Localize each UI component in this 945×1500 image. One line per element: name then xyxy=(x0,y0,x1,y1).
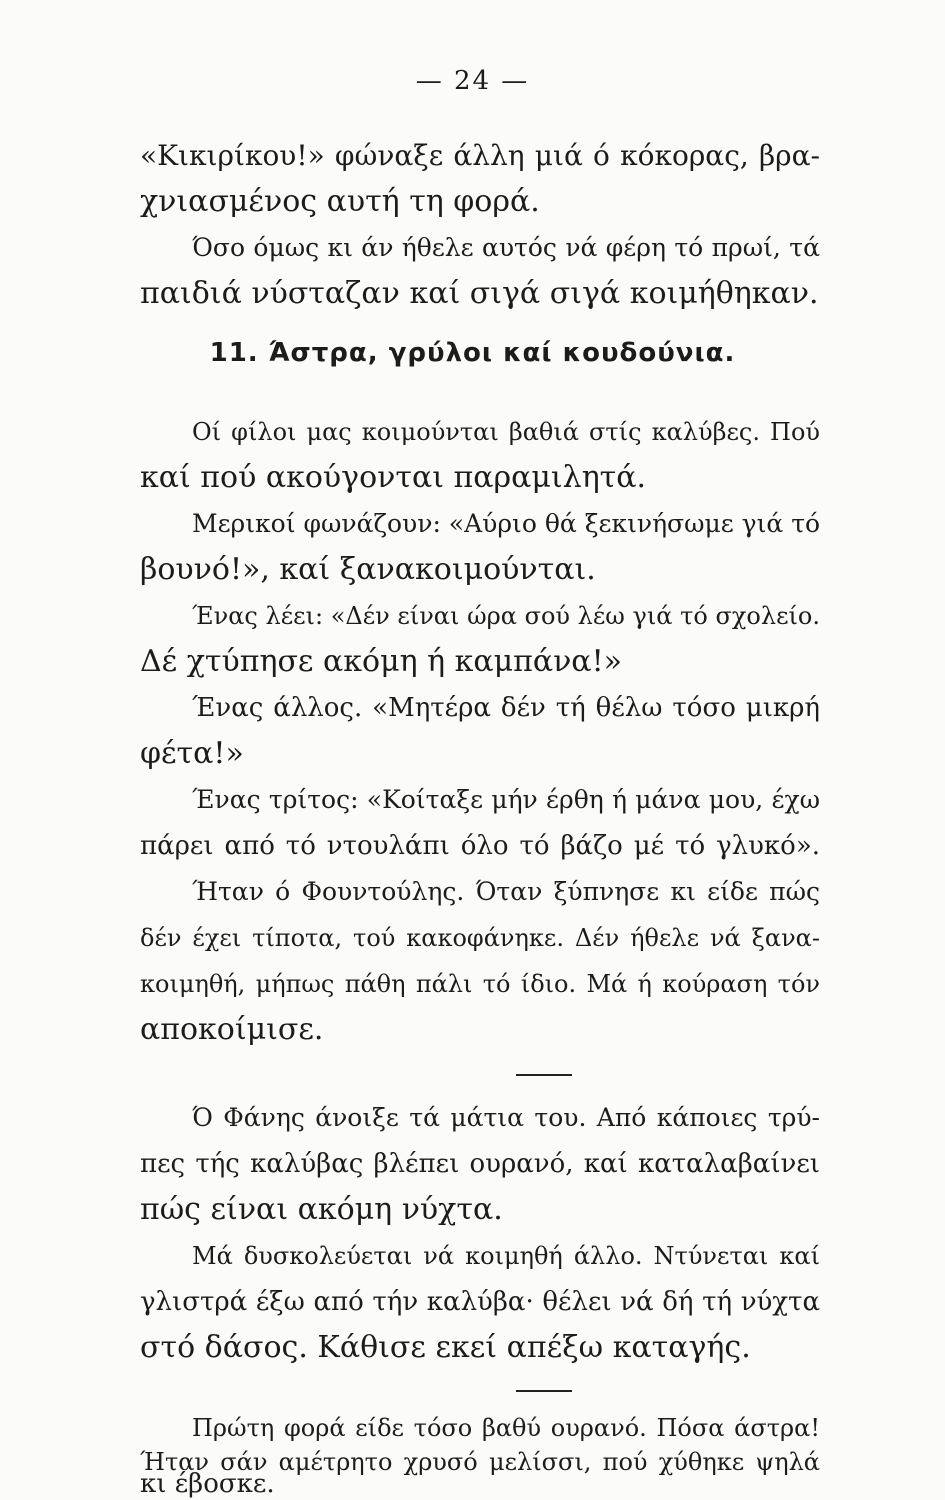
text-line: κι έβοσκε. xyxy=(140,1469,275,1499)
text-line: φέτα!» xyxy=(140,736,244,771)
text-line: κοιμηθή, μήπως πάθη πάλι τό ίδιο. Μά ή κούραση τόν xyxy=(140,970,820,998)
text-line: παιδιά νύσταζαν καί σιγά σιγά κοιμήθηκαν. xyxy=(140,276,819,311)
text-line: χνιασμένος αυτή τη φορά. xyxy=(140,184,540,219)
text-line: Ένας τρίτος: «Κοίταξε μήν έρθη ή μάνα μου, έχω xyxy=(192,785,820,814)
text-line: πάρει από τό ντουλάπι όλο τό βάζο μέ τό γλυκό». xyxy=(140,831,820,861)
section-divider xyxy=(516,1390,572,1392)
text-line: Οί φίλοι μας κοιμούνται βαθιά στίς καλύβες. Πού xyxy=(192,418,820,446)
text-line: Πρώτη φορά είδε τόσο βαθύ ουρανό. Πόσα άστρα! xyxy=(192,1414,820,1442)
text-line: Μά δυσκολεύεται νά κοιμηθή άλλο. Ντύνεται καί xyxy=(192,1242,820,1270)
text-line: βουνό!», καί ξανακοιμούνται. xyxy=(140,552,596,587)
text-line: Ένας άλλος. «Μητέρα δέν τή θέλω τόσο μικρή xyxy=(192,693,820,723)
text-line: Ένας λέει: «Δέν είναι ώρα σού λέω γιά τό σχολείο. xyxy=(192,602,820,630)
text-line: Μερικοί φωνάζουν: «Αύριο θά ξεκινήσωμε γιά τό xyxy=(192,509,821,538)
text-line: στό δάσος. Κάθισε εκεί απέξω καταγής. xyxy=(140,1330,751,1365)
page-number: — 24 — xyxy=(415,66,530,96)
text-line: Ήταν ό Φουντούλης. Όταν ξύπνησε κι είδε πώς xyxy=(192,877,820,906)
text-line: «Κικιρίκου!» φώναξε άλλη μιά ό κόκορας, βρα- xyxy=(140,139,820,172)
text-line: Όσο όμως κι άν ήθελε αυτός νά φέρη τό πρωί, τά xyxy=(192,233,820,262)
text-line: Ό Φάνης άνοιξε τά μάτια του. Από κάποιες τρύ- xyxy=(192,1103,820,1132)
text-line: αποκοίμισε. xyxy=(140,1012,324,1047)
text-line: πώς είναι ακόμη νύχτα. xyxy=(140,1192,503,1227)
text-line: καί πού ακούγονται παραμιλητά. xyxy=(140,460,647,495)
text-line: δέν έχει τίποτα, τού κακοφάνηκε. Δέν ήθελε νά ξανα- xyxy=(140,924,820,952)
text-line: Δέ χτύπησε ακόμη ή καμπάνα!» xyxy=(140,644,622,679)
section-heading: 11. Άστρα, γρύλοι καί κουδούνια. xyxy=(209,338,736,368)
text-line: πες τής καλύβας βλέπει ουρανό, καί καταλαβαίνει xyxy=(140,1149,820,1179)
text-line: γλιστρά έξω από τήν καλύβα· θέλει νά δή τή νύχτα xyxy=(140,1287,820,1317)
section-divider xyxy=(516,1074,572,1076)
text-line: Ήταν σάν αμέτρητο χρυσό μελίσσι, πού χύθηκε ψηλά xyxy=(140,1448,820,1476)
